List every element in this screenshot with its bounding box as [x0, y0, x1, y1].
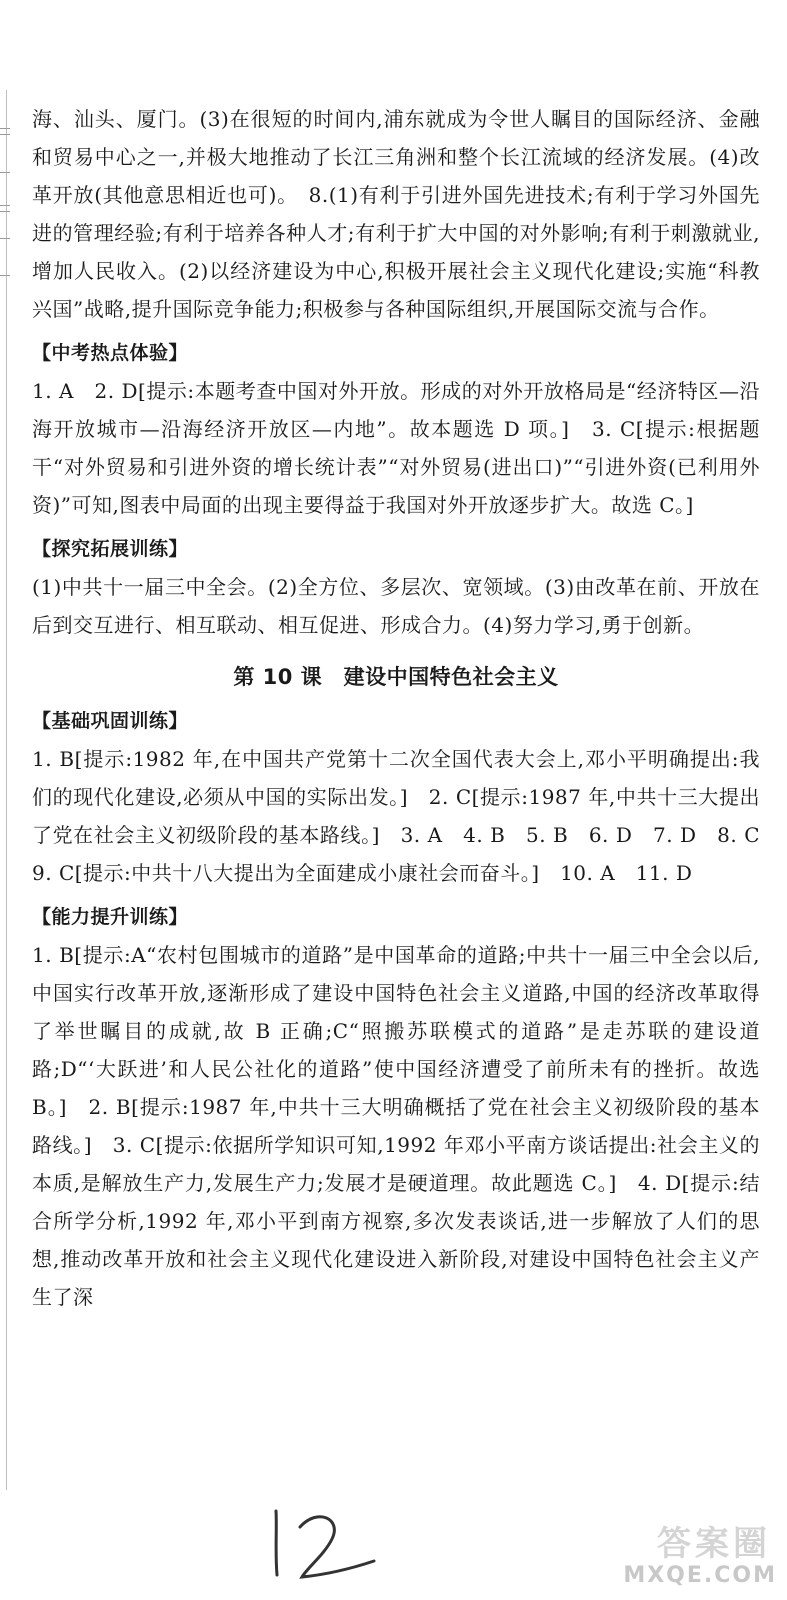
margin-tick — [0, 172, 10, 173]
watermark-cn: 答案圈 — [657, 1524, 771, 1564]
section-heading-jichu: 【基础巩固训练】 — [32, 710, 189, 732]
binding-margin-line — [6, 90, 7, 1490]
section-heading-tanjiu: 【探究拓展训练】 — [32, 538, 189, 560]
margin-tick — [0, 275, 10, 276]
watermark — [607, 1516, 777, 1588]
section-text-tanjiu: (1)中共十一届三中全会。(2)全方位、多层次、宽领域。(3)由改革在前、开放在后到交互进行、相互联动、相互促进、形成合力。(4)努力学习,勇于创新。 — [32, 575, 760, 637]
section-heading-zhongkao: 【中考热点体验】 — [32, 342, 189, 364]
margin-tick — [0, 211, 10, 212]
section-text-jichu: 1. B[提示:1982 年,在中国共产党第十二次全国代表大会上,邓小平明确提出:我们的现代化建设,必须从中国的实际出发。] 2. C[提示:1987 年,中共十三大提出了党在社会主义初级阶段的基本路线。] 3. A 4. B 5. B 6. D 7. D 8. C 9. C[提示:中共十八大提出为全面建成小康社会而奋斗。] 10. A 11. D — [32, 747, 781, 885]
section-text-zhongkao: 1. A 2. D[提示:本题考查中国对外开放。形成的对外开放格局是“经济特区—沿海开放城市—沿海经济开放区—内地”。故本题选 D 项。] 3. C[提示:根据题干“对外贸易和引进外资的增长统计表”“对外贸易(进出口)”“引进外资(已利用外资)”可知,图表中局面的出现主要得益于我国对外开放逐步扩大。故选 C。] — [32, 379, 760, 517]
margin-tick — [0, 205, 10, 206]
answer-paragraph-continued: 海、汕头、厦门。(3)在很短的时间内,浦东就成为令世人瞩目的国际经济、金融和贸易中心之一,并极大地推动了长江三角洲和整个长江流域的经济发展。(4)改革开放(其他意思相近也可)。 8.(1)有利于引进外国先进技术;有利于学习外国先进的管理经验;有利于培养各种人才;有利于扩大中国的对外影响;有利于刺激就业,增加人民收入。(2)以经济建设为中心,积极开展社会主义现代化建设;实施“科教兴国”战略,提升国际竞争能力;积极参与各种国际组织,开展国际交流与合作。 — [32, 107, 760, 321]
section-heading-nengli: 【能力提升训练】 — [32, 906, 189, 928]
margin-tick — [0, 128, 10, 129]
answer-page-content — [32, 100, 781, 1316]
section-text-nengli: 1. B[提示:A“农村包围城市的道路”是中国革命的道路;中共十一届三中全会以后,中国实行改革开放,逐渐形成了建设中国特色社会主义道路,中国的经济改革取得了举世瞩目的成就,故 B 正确;C“照搬苏联模式的道路”是走苏联的建设道路;D“‘大跃进’和人民公社化的道路”使中国经济遭受了前所未有的挫折。故选 B。] 2. B[提示:1987 年,中共十三大明确概括了党在社会主义初级阶段的基本路线。] 3. C[提示:依据所学知识可知,1992 年邓小平南方谈话提出:社会主义的本质,是解放生产力,发展生产力;发展才是硬道理。故此题选 C。] 4. D[提示:结合所学分析,1992 年,邓小平到南方视察,多次发表谈话,进一步解放了人们的思想,推动改革开放和社会主义现代化建设进入新阶段,对建设中国特色社会主义产生了深 — [32, 943, 760, 1309]
handwritten-page-number — [262, 1505, 382, 1585]
margin-tick — [0, 238, 10, 239]
margin-tick — [0, 134, 10, 135]
watermark-url: MXQE.COM — [623, 1563, 777, 1588]
lesson-title: 第 10 课 建设中国特色社会主义 — [233, 665, 559, 689]
